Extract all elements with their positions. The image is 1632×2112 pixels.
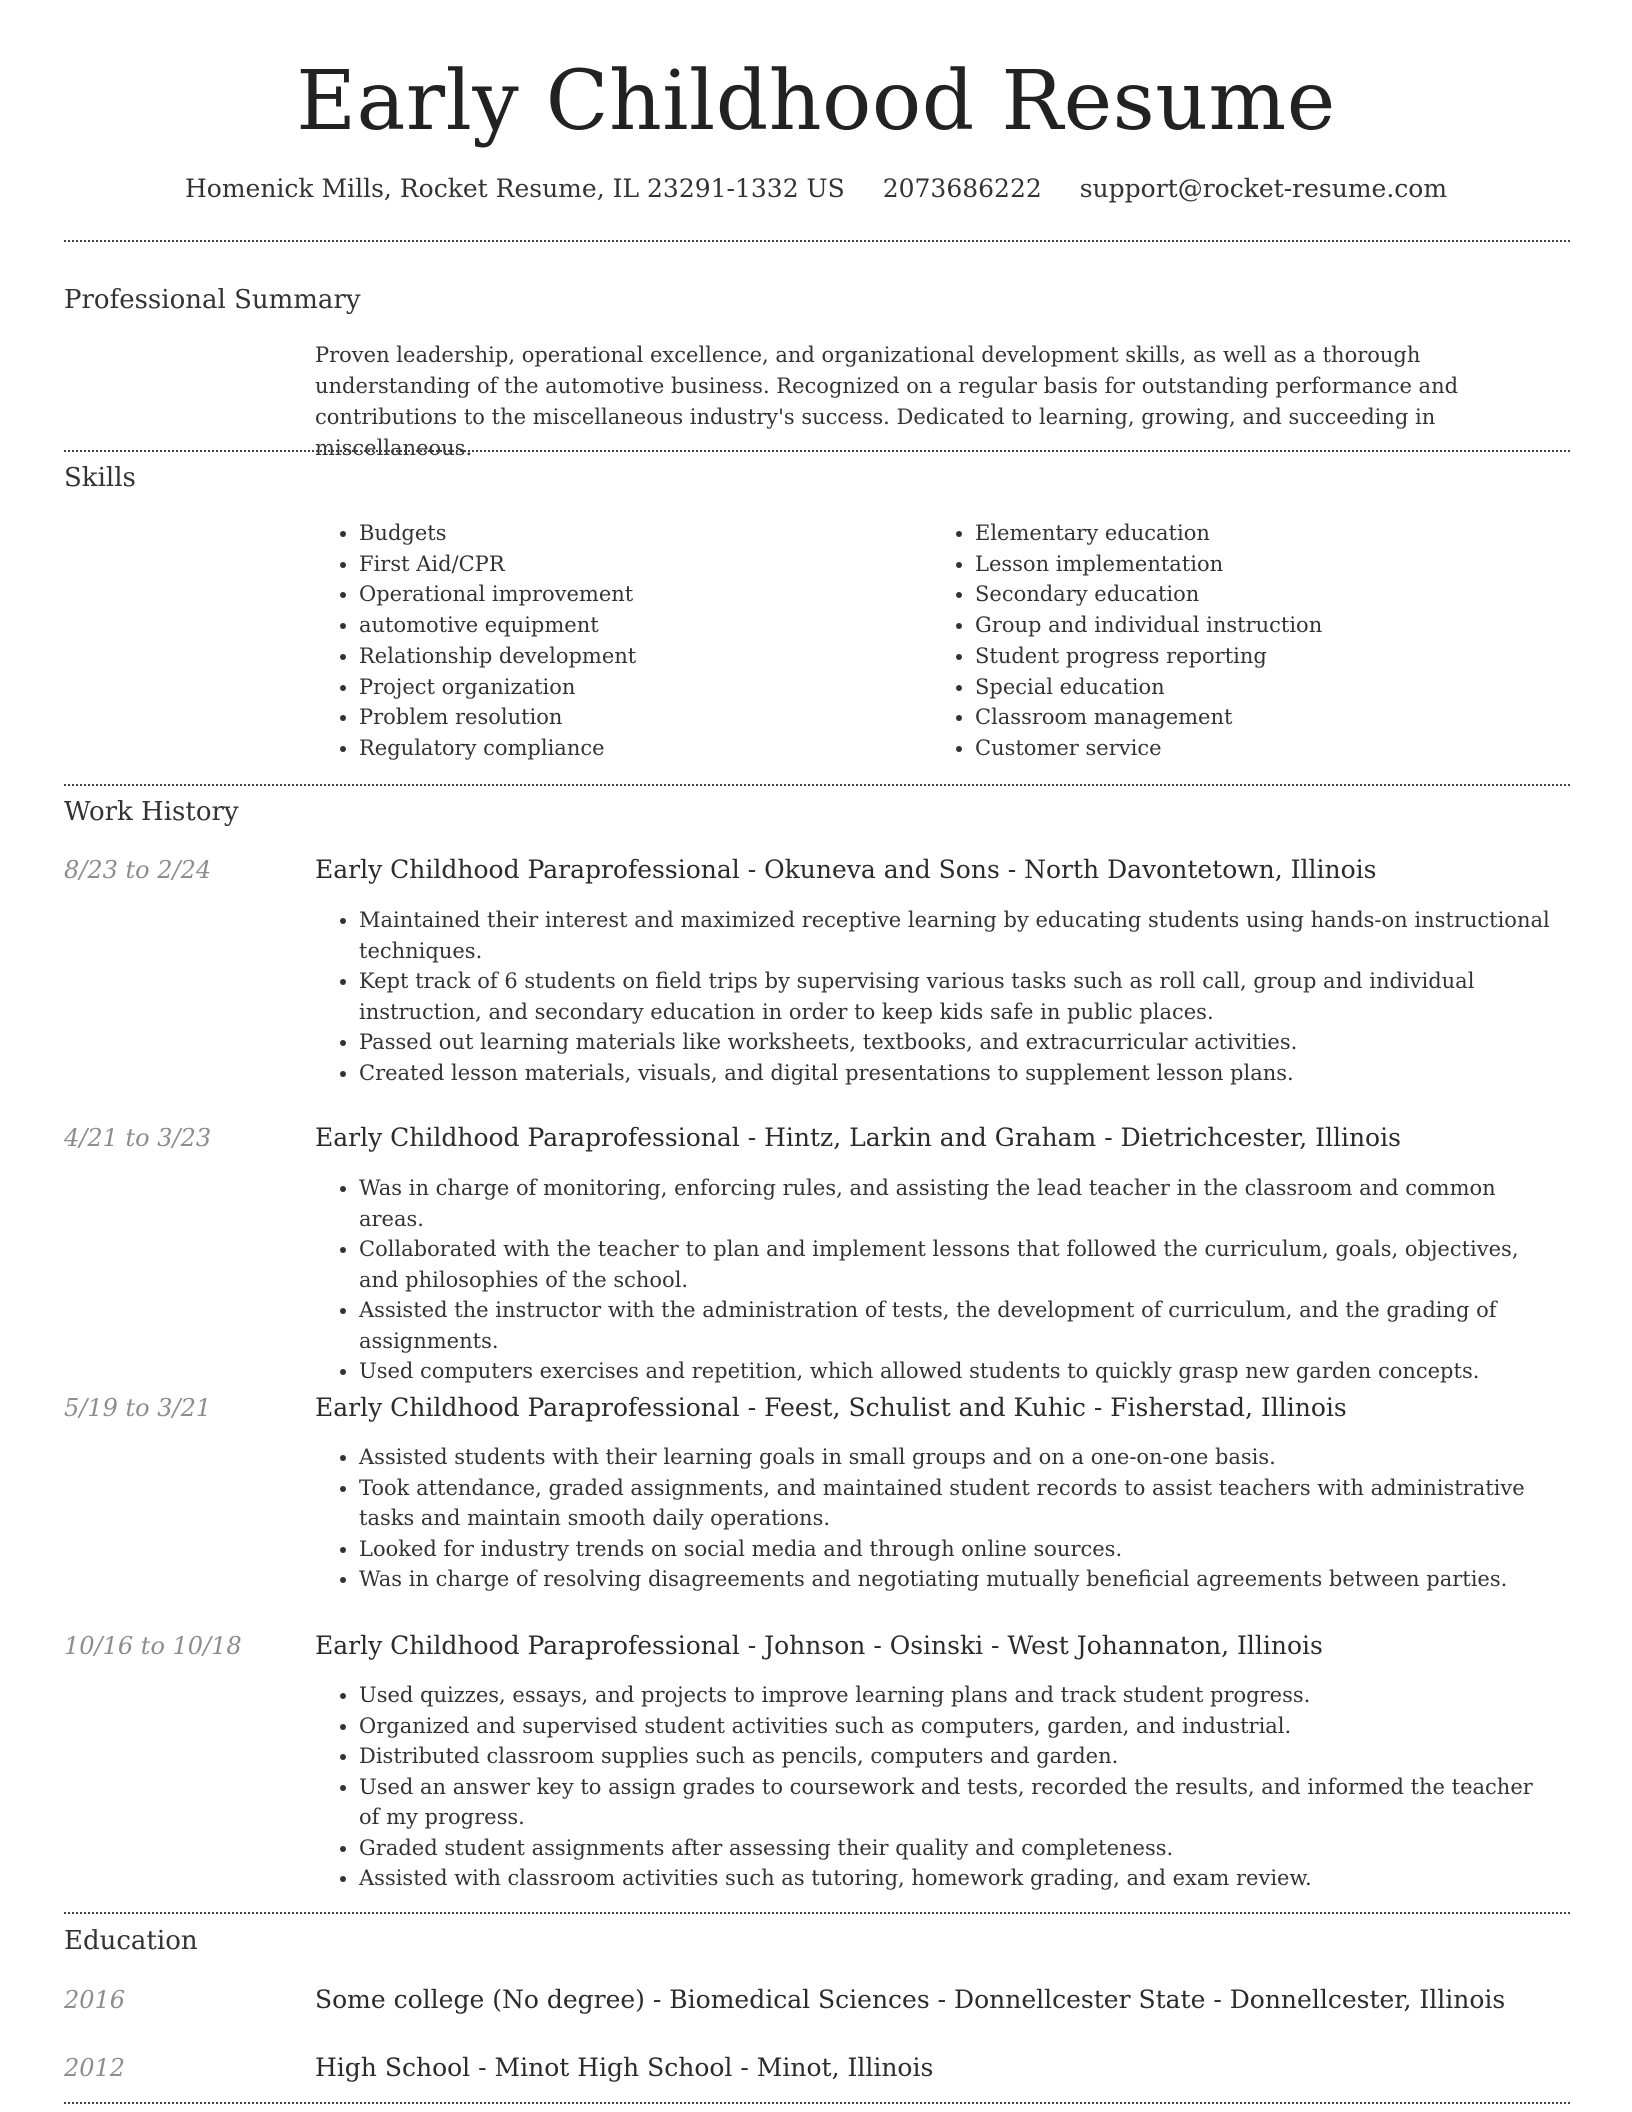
job-bullet: • Passed out learning materials like worksheets, textbooks, and extracurricular activities.: [359, 1027, 1555, 1058]
job-bullet: • Distributed classroom supplies such as pencils, computers and garden.: [359, 1741, 1555, 1772]
job-dates: 4/21 to 3/23: [64, 1124, 212, 1152]
work-divider: [64, 1912, 1570, 1914]
contact-address: Homenick Mills, Rocket Resume, IL 23291-1332 US: [184, 174, 845, 203]
job-details: [315, 905, 1555, 1088]
job-title: Early Childhood Paraprofessional - Okuneva and Sons - North Davontetown, Illinois: [315, 855, 1377, 884]
skill-item: • Budgets: [359, 518, 931, 549]
education-year: 2012: [64, 2054, 126, 2082]
contact-line: [0, 172, 1632, 206]
job-bullet: • Organized and supervised student activities such as computers, garden, and industrial.: [359, 1711, 1555, 1742]
skill-item: • Lesson implementation: [975, 549, 1547, 580]
job-dates: 5/19 to 3/21: [64, 1394, 212, 1422]
job-title: Early Childhood Paraprofessional - Feest, Schulist and Kuhic - Fisherstad, Illinois: [315, 1393, 1347, 1422]
job-bullet: • Was in charge of resolving disagreements and negotiating mutually beneficial agreements between parties.: [359, 1564, 1555, 1595]
skills-list-left: [315, 518, 931, 764]
skill-item: • First Aid/CPR: [359, 549, 931, 580]
job-title: Early Childhood Paraprofessional - Hintz, Larkin and Graham - Dietrichcester, Illinois: [315, 1123, 1401, 1152]
skill-item: • Secondary education: [975, 579, 1547, 610]
job-bullet: • Was in charge of monitoring, enforcing rules, and assisting the lead teacher in the classroom and common areas.: [359, 1173, 1555, 1234]
job-dates: 10/16 to 10/18: [64, 1632, 242, 1660]
skill-item: • Special education: [975, 672, 1547, 703]
header-divider: [64, 240, 1570, 242]
skill-item: • Student progress reporting: [975, 641, 1547, 672]
skill-item: • Customer service: [975, 733, 1547, 764]
job-bullet: • Took attendance, graded assignments, and maintained student records to assist teachers with administrative tasks and maintain smooth daily operations.: [359, 1473, 1555, 1534]
job-bullet: • Created lesson materials, visuals, and digital presentations to supplement lesson plans.: [359, 1058, 1555, 1089]
job-bullets: [315, 1442, 1555, 1595]
skill-item: • Operational improvement: [359, 579, 931, 610]
skill-item: • Classroom management: [975, 702, 1547, 733]
job-bullet: • Assisted students with their learning goals in small groups and on a one-on-one basis.: [359, 1442, 1555, 1473]
job-details: [315, 1680, 1555, 1894]
skill-item: • Project organization: [359, 672, 931, 703]
job-bullet: • Collaborated with the teacher to plan and implement lessons that followed the curriculum, goals, objectives, and philosophies of the school.: [359, 1234, 1555, 1295]
skill-item: • Regulatory compliance: [359, 733, 931, 764]
job-title: Early Childhood Paraprofessional - Johnson - Osinski - West Johannaton, Illinois: [315, 1631, 1323, 1660]
resume-name: Early Childhood Resume: [296, 54, 1336, 149]
education-title: Some college (No degree) - Biomedical Sciences - Donnellcester State - Donnellcester, Illinois: [315, 1985, 1506, 2014]
job-bullets: [315, 905, 1555, 1088]
skill-item: • Elementary education: [975, 518, 1547, 549]
job-details: [315, 1173, 1555, 1387]
job-bullet: • Graded student assignments after assessing their quality and completeness.: [359, 1833, 1555, 1864]
contact-phone: 2073686222: [882, 174, 1042, 203]
job-bullets: [315, 1680, 1555, 1894]
skills-section: [315, 518, 1555, 764]
skills-divider: [64, 784, 1570, 786]
summary-text: Proven leadership, operational excellence, and organizational development skills, as well as a thorough understanding of the automotive business. Recognized on a regular basis for outstanding performance and contributions to the miscellaneous industry's success. Dedicated to learning, growing, and succeeding in miscellaneous.: [315, 343, 1459, 460]
job-bullet: • Maintained their interest and maximized receptive learning by educating students using hands-on instructional techniques.: [359, 905, 1555, 966]
skill-item: • Relationship development: [359, 641, 931, 672]
job-bullet: • Used computers exercises and repetition, which allowed students to quickly grasp new garden concepts.: [359, 1356, 1555, 1387]
job-bullet: • Assisted the instructor with the administration of tests, the development of curriculum, and the grading of assignments.: [359, 1295, 1555, 1356]
job-details: [315, 1442, 1555, 1595]
education-year: 2016: [64, 1986, 126, 2014]
job-bullet: • Looked for industry trends on social media and through online sources.: [359, 1534, 1555, 1565]
education-divider: [64, 2102, 1570, 2104]
job-bullet: • Assisted with classroom activities such as tutoring, homework grading, and exam review.: [359, 1863, 1555, 1894]
skill-item: • automotive equipment: [359, 610, 931, 641]
work-heading: Work History: [64, 797, 239, 827]
skills-heading: Skills: [64, 463, 136, 493]
skills-list-right: [931, 518, 1547, 764]
summary-heading: Professional Summary: [64, 285, 361, 315]
education-title: High School - Minot High School - Minot, Illinois: [315, 2053, 934, 2082]
job-bullet: • Kept track of 6 students on field trips by supervising various tasks such as roll call, group and individual instruction, and secondary education in order to keep kids safe in public places.: [359, 966, 1555, 1027]
summary-divider: [64, 450, 1570, 452]
job-bullet: • Used an answer key to assign grades to coursework and tests, recorded the results, and informed the teacher of my progress.: [359, 1772, 1555, 1833]
summary-section: [315, 340, 1555, 464]
job-bullet: • Used quizzes, essays, and projects to improve learning plans and track student progress.: [359, 1680, 1555, 1711]
skill-item: • Group and individual instruction: [975, 610, 1547, 641]
job-bullets: [315, 1173, 1555, 1387]
education-heading: Education: [64, 1926, 198, 1956]
skill-item: • Problem resolution: [359, 702, 931, 733]
contact-email: support@rocket-resume.com: [1079, 174, 1448, 203]
job-dates: 8/23 to 2/24: [64, 856, 212, 884]
